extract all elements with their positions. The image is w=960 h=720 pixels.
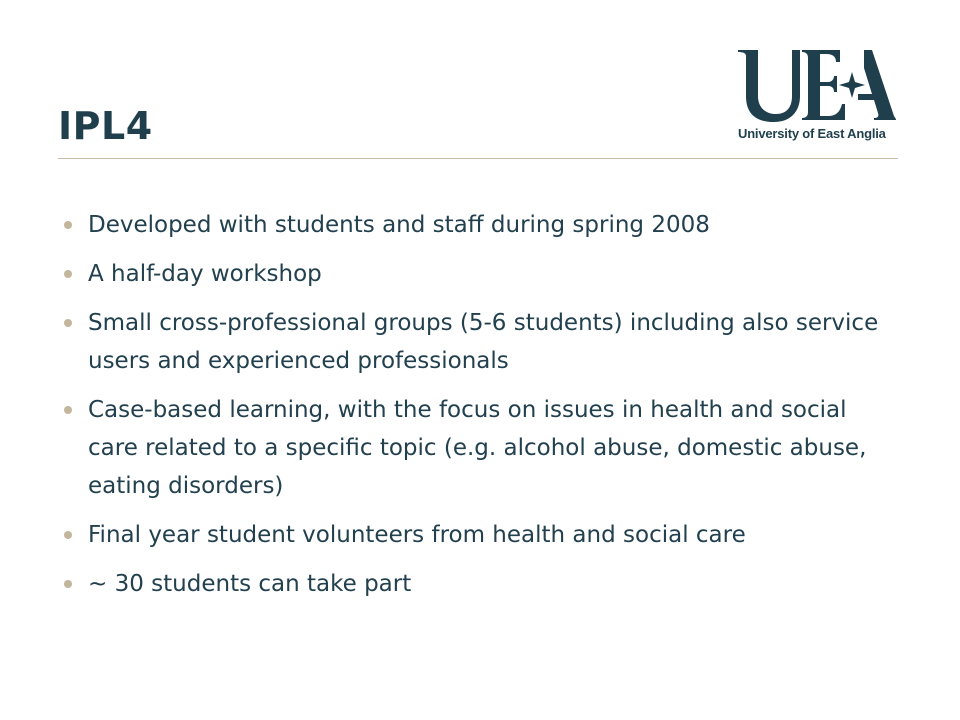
- bullet-dot-icon: [64, 221, 72, 229]
- bullet-text: Case-based learning, with the focus on issues in health and social care related to a specific topic (e.g. alcohol abuse, domestic abuse, eating disorders): [88, 397, 867, 499]
- bullet-text: A half-day workshop: [88, 261, 322, 287]
- uea-logo: [736, 46, 896, 146]
- bullet-text: ~ 30 students can take part: [88, 571, 412, 597]
- bullet-item: [62, 304, 882, 380]
- bullet-dot-icon: [64, 319, 72, 327]
- uea-logo-text: University of East Anglia: [738, 126, 886, 141]
- bullet-dot-icon: [64, 580, 72, 588]
- bullet-text: Final year student volunteers from health and social care: [88, 522, 746, 548]
- bullet-dot-icon: [64, 531, 72, 539]
- bullet-item: [62, 565, 882, 603]
- bullet-text: Small cross-professional groups (5-6 students) including also service users and experienced professionals: [88, 310, 879, 374]
- bullet-item: [62, 255, 882, 293]
- bullet-item: [62, 206, 882, 244]
- bullet-text: Developed with students and staff during spring 2008: [88, 212, 710, 238]
- bullet-dot-icon: [64, 406, 72, 414]
- slide-title: IPL4: [58, 104, 153, 148]
- title-divider: [58, 158, 898, 159]
- bullet-item: [62, 516, 882, 554]
- bullet-dot-icon: [64, 270, 72, 278]
- bullet-item: [62, 391, 882, 505]
- bullet-list: [62, 206, 882, 614]
- uea-logo-mark: [736, 46, 896, 124]
